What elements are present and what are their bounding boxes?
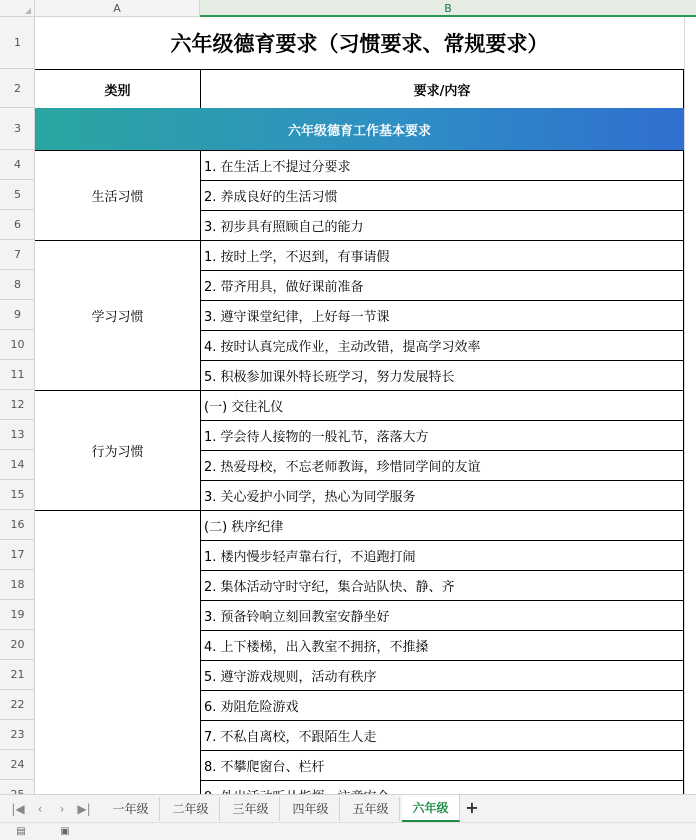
column-header-b[interactable]: B	[200, 0, 696, 17]
column-header-bar	[0, 0, 696, 17]
content-cell[interactable]: 3. 初步具有照顾自己的能力	[200, 210, 684, 240]
row-header-15[interactable]: 15	[0, 480, 35, 510]
content-cell[interactable]: (一) 交往礼仪	[200, 390, 684, 420]
add-sheet-button[interactable]: +	[465, 798, 479, 817]
content-cell[interactable]: 1. 在生活上不提过分要求	[200, 150, 684, 180]
row-header-14[interactable]: 14	[0, 450, 35, 480]
row-header-20[interactable]: 20	[0, 630, 35, 660]
content-cell[interactable]: (二) 秩序纪律	[200, 510, 684, 540]
spreadsheet-grid	[35, 17, 696, 794]
category-cell[interactable]: 学习习惯	[35, 240, 200, 390]
row-header-2[interactable]: 2	[0, 69, 35, 108]
grid-edge-divider	[684, 17, 685, 794]
row-header-17[interactable]: 17	[0, 540, 35, 570]
row-header-6[interactable]: 6	[0, 210, 35, 240]
sheet-tab-2[interactable]: 二年级	[162, 797, 220, 821]
row-header-23[interactable]: 23	[0, 720, 35, 750]
first-sheet-icon[interactable]: |◀	[11, 802, 25, 816]
content-cell[interactable]: 3. 关心爱护小同学，热心为同学服务	[200, 480, 684, 510]
column-header-a[interactable]: A	[35, 0, 200, 17]
row-header-16[interactable]: 16	[0, 510, 35, 540]
row-header-3[interactable]: 3	[0, 108, 35, 150]
section-banner-cell[interactable]: 六年级德育工作基本要求	[35, 108, 684, 150]
row-header-12[interactable]: 12	[0, 390, 35, 420]
select-all-triangle-icon	[25, 8, 31, 14]
last-sheet-icon[interactable]: ▶|	[77, 802, 91, 816]
sheet-tab-4[interactable]: 四年级	[282, 797, 340, 821]
next-sheet-icon[interactable]: ›	[59, 802, 65, 816]
header-category-cell[interactable]: 类别	[35, 69, 200, 108]
sheet-tab-5[interactable]: 五年级	[342, 797, 400, 821]
content-cell[interactable]: 3. 预备铃响立刻回教室安静坐好	[200, 600, 684, 630]
content-cell[interactable]: 4. 上下楼梯，出入教室不拥挤，不推搡	[200, 630, 684, 660]
page-view-icon[interactable]: ▣	[60, 826, 70, 837]
content-cell[interactable]: 3. 遵守课堂纪律，上好每一节课	[200, 300, 684, 330]
row-header-5[interactable]: 5	[0, 180, 35, 210]
row-header-11[interactable]: 11	[0, 360, 35, 390]
row-header-18[interactable]: 18	[0, 570, 35, 600]
content-cell[interactable]: 5. 遵守游戏规则，活动有秩序	[200, 660, 684, 690]
category-cell[interactable]	[35, 510, 200, 810]
content-cell[interactable]: 7. 不私自离校，不跟陌生人走	[200, 720, 684, 750]
row-header-4[interactable]: 4	[0, 150, 35, 180]
row-header-8[interactable]: 8	[0, 270, 35, 300]
row-header-10[interactable]: 10	[0, 330, 35, 360]
sheet-title-cell[interactable]: 六年级德育要求（习惯要求、常规要求）	[170, 32, 549, 56]
row-header-9[interactable]: 9	[0, 300, 35, 330]
row-header-19[interactable]: 19	[0, 600, 35, 630]
sheet-tab-3[interactable]: 三年级	[222, 797, 280, 821]
content-cell[interactable]: 2. 养成良好的生活习惯	[200, 180, 684, 210]
row-header-bar	[0, 17, 35, 794]
content-cell[interactable]: 1. 楼内慢步轻声靠右行，不追跑打闹	[200, 540, 684, 570]
row-header-22[interactable]: 22	[0, 690, 35, 720]
row-header-13[interactable]: 13	[0, 420, 35, 450]
header-content-cell[interactable]: 要求/内容	[200, 69, 684, 108]
content-cell[interactable]: 2. 带齐用具，做好课前准备	[200, 270, 684, 300]
content-cell[interactable]: 4. 按时认真完成作业，主动改错，提高学习效率	[200, 330, 684, 360]
content-cell[interactable]: 2. 集体活动守时守纪，集合站队快、静、齐	[200, 570, 684, 600]
select-all-corner[interactable]	[0, 0, 35, 17]
row-header-24[interactable]: 24	[0, 750, 35, 780]
status-bar	[0, 822, 696, 840]
prev-sheet-icon[interactable]: ‹	[37, 802, 43, 816]
content-cell[interactable]: 2. 热爱母校，不忘老师教诲，珍惜同学间的友谊	[200, 450, 684, 480]
sheet-tab-6[interactable]: 六年级	[402, 795, 460, 822]
content-cell[interactable]: 1. 按时上学，不迟到，有事请假	[200, 240, 684, 270]
content-cell[interactable]: 8. 不攀爬窗台、栏杆	[200, 750, 684, 780]
sheet-tab-bar	[0, 794, 696, 822]
content-cell[interactable]: 5. 积极参加课外特长班学习，努力发展特长	[200, 360, 684, 390]
sheet-list-icon[interactable]: ▤	[16, 826, 26, 837]
row-header-1[interactable]: 1	[0, 17, 35, 69]
category-cell[interactable]: 行为习惯	[35, 390, 200, 510]
category-cell[interactable]: 生活习惯	[35, 150, 200, 240]
content-cell[interactable]: 1. 学会待人接物的一般礼节，落落大方	[200, 420, 684, 450]
row-header-21[interactable]: 21	[0, 660, 35, 690]
row-header-7[interactable]: 7	[0, 240, 35, 270]
content-cell[interactable]: 6. 劝阻危险游戏	[200, 690, 684, 720]
sheet-tab-1[interactable]: 一年级	[102, 797, 160, 821]
